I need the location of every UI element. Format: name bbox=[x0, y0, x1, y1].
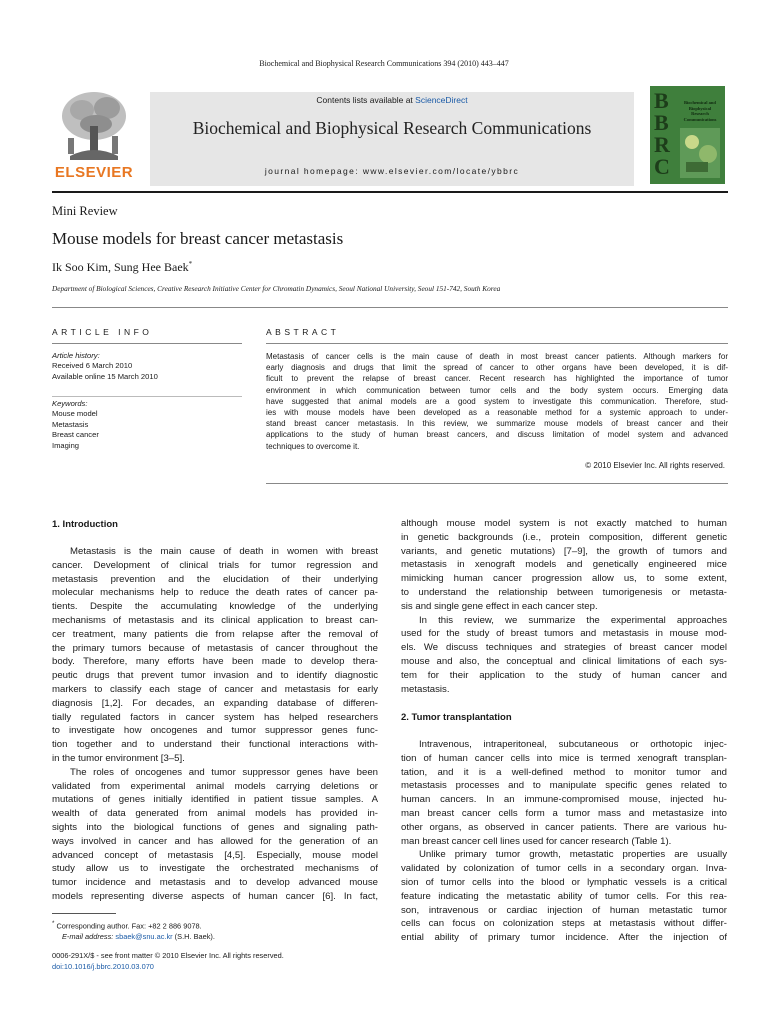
sciencedirect-link[interactable]: ScienceDirect bbox=[415, 95, 468, 105]
body-text-line: sis and single gene effect in each cancer step. bbox=[401, 600, 598, 612]
body-text-line: sion of tumor cells into the blood or lymphatic vessels is a critical bbox=[401, 876, 727, 888]
body-text-line: mimicking human cancer progression allow us, to some extent, bbox=[401, 573, 727, 585]
section-heading-tumor-transplantation: 2. Tumor transplantation bbox=[401, 712, 512, 723]
article-history bbox=[52, 351, 242, 382]
body-text-line: although mouse model system is not exactly matched to human bbox=[401, 518, 727, 529]
journal-cover bbox=[650, 86, 725, 184]
body-text-line: validated by colonization of tumor cells in a secondary organ. Inva- bbox=[401, 863, 727, 875]
body-text-line: els. We discuss techniques and strategies of breast cancer model bbox=[401, 642, 727, 654]
body-text-line: the primary tumors because of metastasis of cancer throughout the bbox=[52, 642, 378, 654]
body-text-line: peutic drugs that prevent tumor invasion and to identify diagnostic bbox=[52, 670, 378, 682]
article-info-heading: ARTICLE INFO bbox=[52, 327, 153, 337]
available-date: Available online 15 March 2010 bbox=[52, 371, 158, 381]
article-type: Mini Review bbox=[52, 204, 118, 218]
keyword: Breast cancer bbox=[52, 430, 99, 440]
abstract-bottom-rule bbox=[266, 483, 728, 484]
authors: Ik Soo Kim, Sung Hee Baek bbox=[52, 260, 189, 274]
body-text-line: tion together and to understand their functional interactions with- bbox=[52, 739, 378, 751]
email-suffix: (S.H. Baek). bbox=[172, 932, 215, 942]
abstract-line: ficult to prevent the relapse of breast cancer. Recent research has highlighted the importance of tumor bbox=[266, 374, 728, 384]
body-text-line: feature indicating the metastatic ability of tumor cells. For this rea- bbox=[401, 890, 727, 902]
author-email-link[interactable]: sbaek@snu.ac.kr bbox=[115, 932, 173, 942]
abstract-line: techniques to overcome it. bbox=[266, 441, 360, 451]
author-mark[interactable]: * bbox=[188, 260, 193, 268]
keyword: Mouse model bbox=[52, 409, 98, 419]
cover-letter: R bbox=[654, 132, 670, 157]
abstract-line: early diagnosis and drugs that limit the spread of cancer to other organs have been developed, it is dif- bbox=[266, 363, 728, 373]
article-info-rule bbox=[52, 343, 242, 344]
body-text-line: validated from experimental animal models carrying deletions or bbox=[52, 780, 378, 792]
journal-homepage[interactable]: journal homepage: www.elsevier.com/locate/ybbrc bbox=[264, 166, 520, 176]
cover-letter: B bbox=[654, 110, 669, 135]
keywords bbox=[52, 399, 242, 451]
body-text-line: used for the study of breast tumors and metastasis in mouse mod- bbox=[401, 628, 727, 640]
cover-title-line: Biophysical bbox=[688, 105, 712, 111]
body-text-line: in the tumor environment [3–5]. bbox=[52, 752, 185, 764]
body-text-line: Intravenous, intraperitoneal, subcutaneous or orthotopic injec- bbox=[419, 739, 727, 750]
body-text-line: markers to classify each stage of cancer and metastasis for early bbox=[52, 683, 378, 695]
body-text-line: tially regulated factors in cancer system has helped researchers bbox=[52, 711, 378, 723]
body-text-line: tem for their application to the study of human cancer and bbox=[401, 669, 727, 681]
body-text-line: advanced concept of metastasis [4,5]. Especially, mouse model bbox=[52, 849, 378, 861]
body-text-line: metastasis in xenograft models and genetically engineered mice bbox=[401, 559, 727, 571]
elsevier-wordmark: ELSEVIER bbox=[54, 164, 134, 181]
body-text-line: to understand the relationship between tumorigenesis or metasta- bbox=[401, 586, 727, 598]
header-rule bbox=[52, 191, 728, 193]
received-date: Received 6 March 2010 bbox=[52, 361, 133, 371]
body-text-line: man breast cancer cell lines used for cancer research (Table 1). bbox=[401, 835, 672, 847]
email-label: E-mail address: bbox=[62, 932, 116, 942]
body-text-line: tation, and it is a well-defined method to monitor tumor and bbox=[401, 766, 727, 778]
contents-prefix: Contents lists available at bbox=[316, 95, 416, 105]
body-text-line: metastasis. bbox=[401, 683, 450, 695]
author-list bbox=[52, 260, 192, 275]
affiliation-rule bbox=[52, 307, 728, 308]
abstract-line: environment in which communication between tumor cells and the body system occurs. Emerging data bbox=[266, 385, 728, 395]
article-title: Mouse models for breast cancer metastasis bbox=[52, 229, 344, 248]
keywords-label: Keywords: bbox=[52, 399, 88, 408]
body-text-line: study allow us to investigate the orchestrated mechanisms of bbox=[52, 863, 378, 875]
body-text-line: The roles of oncogenes and tumor suppressor genes have been bbox=[70, 766, 378, 778]
body-text-line: cancer. Development of clinical trials for tumor regression and bbox=[52, 559, 378, 571]
body-text-line: diagnosis [1,2]. For decades, an expanding database of differen- bbox=[52, 697, 378, 709]
issn-line: 0006-291X/$ - see front matter © 2010 Elsevier Inc. All rights reserved. bbox=[52, 951, 284, 960]
body-text-line: tion of human cancer cells into mice is termed xenograft transplan- bbox=[401, 752, 727, 764]
body-text-line: body. Therefore, many efforts have been made to develop thera- bbox=[52, 656, 378, 668]
body-text-line: metastasis prevention and the elucidation of their underlying bbox=[52, 573, 378, 585]
abstract-line: ies with mouse models have been developed as a reasonable method for a systemic approach to under- bbox=[266, 408, 728, 418]
body-text-line: variants, and genetic mutations) [7–9], the growth of tumors and bbox=[401, 545, 727, 557]
body-column-left bbox=[52, 545, 378, 904]
abstract-heading: ABSTRACT bbox=[266, 327, 340, 337]
article-info-separator bbox=[52, 396, 242, 397]
body-column-right-lower bbox=[401, 738, 727, 945]
body-text-line: wealth of data generated from animal models has provided in- bbox=[52, 808, 378, 820]
cover-title-line: Communications bbox=[683, 116, 717, 122]
body-text-line: in genetic backgrounds (i.e., protein composition, different genetic bbox=[401, 531, 727, 543]
abstract-line: Metastasis of cancer cells is the main cause of death in most breast cancer patients. Although markers for bbox=[266, 352, 728, 361]
abstract-line: stand breast cancer metastasis. In this review, we summarize mouse models of breast cancer and their bbox=[266, 419, 728, 429]
affiliation: Department of Biological Sciences, Creative Research Initiative Center for Chromatin Dynamics, Seoul National University, Seoul 151-742, South Korea bbox=[52, 284, 501, 293]
body-text-line: molecular mechanisms help to reduce the death rates of cancer pa- bbox=[52, 587, 378, 599]
footnote-mark: * bbox=[52, 920, 55, 927]
body-text-line: Metastasis is the main cause of death in women with breast bbox=[70, 546, 378, 557]
abstract-line: have suggested that animal models are a good system to investigate this communication. Therefore, stud- bbox=[266, 396, 728, 406]
body-text-line: mouse and also, the conceptual and clinical limitations of each sys- bbox=[401, 655, 727, 667]
cover-title-line: Research bbox=[691, 111, 709, 116]
journal-name: Biochemical and Biophysical Research Communications bbox=[192, 118, 592, 138]
issn-doi-block bbox=[52, 950, 382, 972]
body-text-line: Unlike primary tumor growth, metastatic properties are usually bbox=[419, 849, 727, 861]
keyword: Imaging bbox=[52, 440, 80, 450]
body-text-line: models representing diverse aspects of human cancer [6]. In fact, bbox=[52, 890, 378, 902]
body-text-line: sights into the biological functions of genes and signaling path- bbox=[52, 821, 378, 833]
abstract-copyright: © 2010 Elsevier Inc. All rights reserved. bbox=[585, 461, 725, 470]
body-text-line: other organs, as observed in cancer patients. There are various hu- bbox=[401, 821, 727, 833]
body-text-line: cells can focus on colonization steps at metastasis without differ- bbox=[401, 918, 727, 930]
body-text-line: son, intravenous or cardiac injection of human metastatic tumor bbox=[401, 904, 727, 916]
body-text-line: human cancers. In an immune-compromised mouse, injected hu- bbox=[401, 794, 727, 806]
doi-link[interactable]: doi:10.1016/j.bbrc.2010.03.070 bbox=[52, 962, 154, 971]
body-text-line: cer treatment, many patients die from relapse after the removal of bbox=[52, 628, 378, 640]
body-text-line: tients. Despite the accumulating knowledge of the underlying bbox=[52, 601, 378, 613]
body-text-line: man breast cancer cells form a tumor mass and metastasize into bbox=[401, 807, 727, 819]
body-text-line: ways involved in cancer and has allowed for the generation of an bbox=[52, 835, 378, 847]
footnote-rule bbox=[52, 913, 116, 914]
body-text-line: to investigate how oncogenes and tumor suppressor genes func- bbox=[52, 725, 378, 737]
cover-letter: C bbox=[654, 154, 670, 179]
cover-letter: B bbox=[654, 88, 669, 113]
abstract-text bbox=[266, 351, 728, 452]
cover-artwork bbox=[680, 128, 720, 178]
body-text-line: mechanisms of metastasis and its clinical application to breast can- bbox=[52, 614, 378, 626]
body-text-line: In this review, we summarize the experimental approaches bbox=[419, 614, 727, 626]
body-column-right-upper bbox=[401, 517, 727, 696]
cover-title-line: Biochemical and bbox=[684, 100, 716, 105]
keyword: Metastasis bbox=[52, 419, 89, 429]
body-text-line: metastasis processes and to manipulate specific genes related to bbox=[401, 780, 727, 792]
abstract-line: applications to the study of human breast cancers, and discuss limitation of model system and advanced bbox=[266, 430, 728, 440]
body-text-line: mutations of genes initially identified in patient tissue samples. A bbox=[52, 794, 378, 806]
body-text-line: tumor incidence and metastasis and to develop advanced mouse bbox=[52, 877, 378, 889]
running-head: Biochemical and Biophysical Research Communications 394 (2010) 443–447 bbox=[259, 59, 509, 68]
corresponding-footnote bbox=[52, 918, 382, 942]
corresponding-author: Corresponding author. Fax: +82 2 886 9078. bbox=[56, 921, 202, 931]
contents-line bbox=[150, 95, 634, 105]
section-heading-introduction: 1. Introduction bbox=[52, 519, 118, 530]
history-label: Article history: bbox=[52, 351, 100, 360]
body-text-line: ential ability of primary tumor incidence. After the injection of bbox=[401, 932, 727, 944]
abstract-rule bbox=[266, 343, 728, 344]
